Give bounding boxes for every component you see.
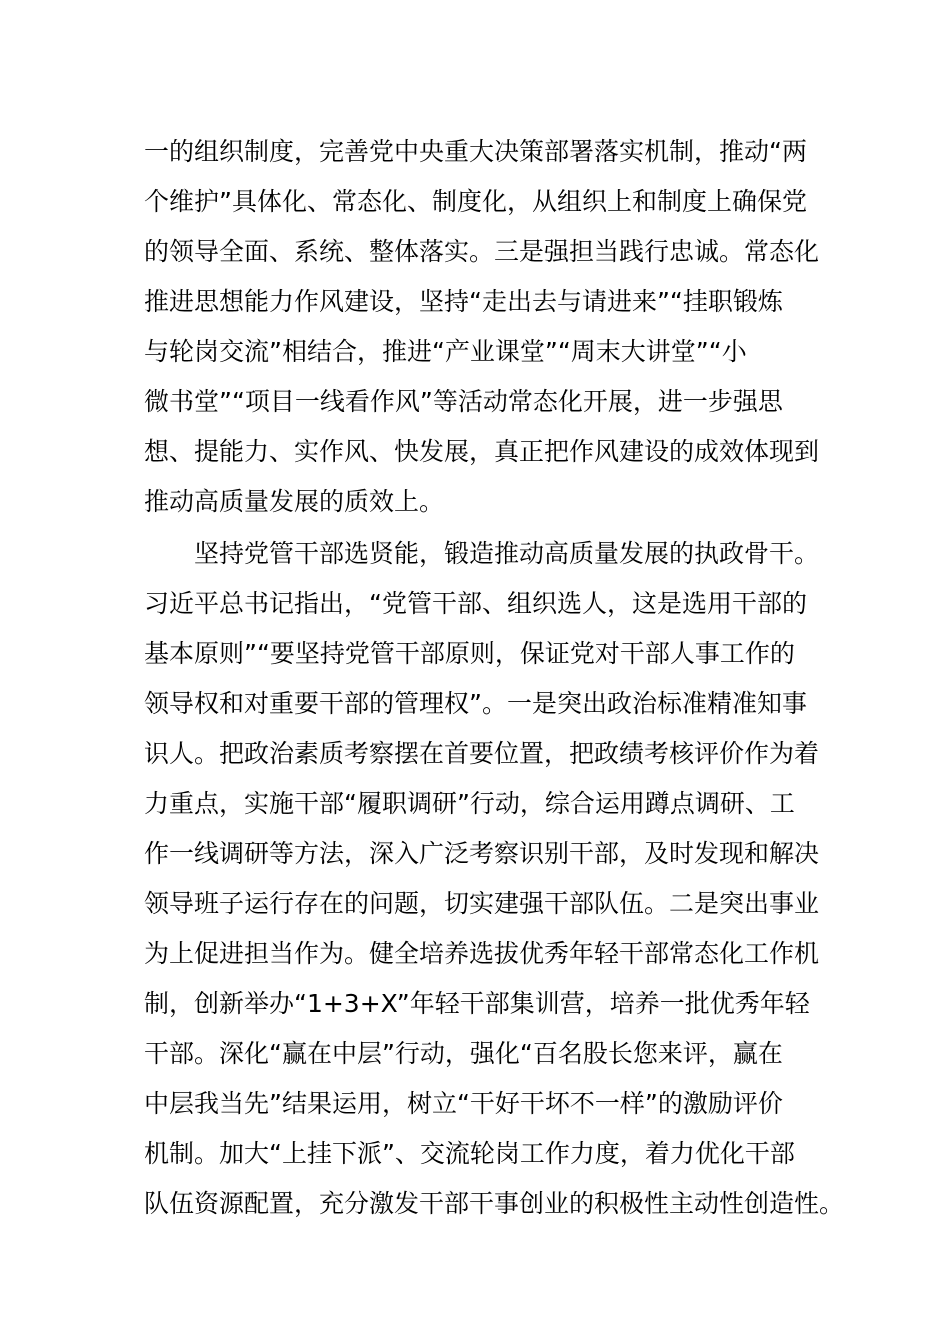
text-line: 基本原则”“要坚持党管干部原则，保证党对干部人事工作的: [144, 639, 795, 668]
text-line: 领导权和对重要干部的管理权”。一是突出政治标准精准知事: [144, 689, 807, 718]
text-line: 与轮岗交流”相结合，推进“产业课堂”“周末大讲堂”“小: [144, 337, 747, 366]
body-text: [144, 127, 844, 1229]
text-line: 力重点，实施干部“履职调研”行动，综合运用蹲点调研、工: [144, 789, 795, 818]
text-line: 机制。加大“上挂下派”、交流轮岗工作力度，着力优化干部: [144, 1139, 795, 1168]
text-line: 习近平总书记指出，“党管干部、组织选人，这是选用干部的: [144, 589, 807, 618]
text-line: 坚持党管干部选贤能，锻造推动高质量发展的执政骨干。: [194, 539, 820, 568]
text-line: 制，创新举办“1+3+X”年轻干部集训营，培养一批优秀年轻: [144, 989, 810, 1018]
text-line: 的领导全面、系统、整体落实。三是强担当践行忠诚。常态化: [144, 237, 820, 266]
text-line: 中层我当先”结果运用，树立“干好干坏不一样”的激励评价: [144, 1089, 783, 1118]
text-line: 推动高质量发展的质效上。: [144, 487, 445, 516]
text-line: 微书堂”“项目一线看作风”等活动常态化开展，进一步强思: [144, 387, 783, 416]
text-line: 作一线调研等方法，深入广泛考察识别干部，及时发现和解决: [144, 839, 820, 868]
text-line: 领导班子运行存在的问题，切实建强干部队伍。二是突出事业: [144, 889, 820, 918]
text-line: 想、提能力、实作风、快发展，真正把作风建设的成效体现到: [144, 437, 820, 466]
paragraph: [144, 127, 844, 527]
text-line: 干部。深化“赢在中层”行动，强化“百名股长您来评，赢在: [144, 1039, 783, 1068]
text-line: 队伍资源配置，充分激发干部干事创业的积极性主动性创造性。: [144, 1189, 845, 1218]
text-line: 一的组织制度，完善党中央重大决策部署落实机制，推动“两: [144, 137, 807, 166]
text-line: 为上促进担当作为。健全培养选拔优秀年轻干部常态化工作机: [144, 939, 820, 968]
text-line: 识人。把政治素质考察摆在首要位置，把政绩考核评价作为着: [144, 739, 820, 768]
text-line: 推进思想能力作风建设，坚持“走出去与请进来”“挂职锻炼: [144, 287, 783, 316]
paragraph: [144, 529, 844, 1229]
text-line: 个维护”具体化、常态化、制度化，从组织上和制度上确保党: [144, 187, 807, 216]
